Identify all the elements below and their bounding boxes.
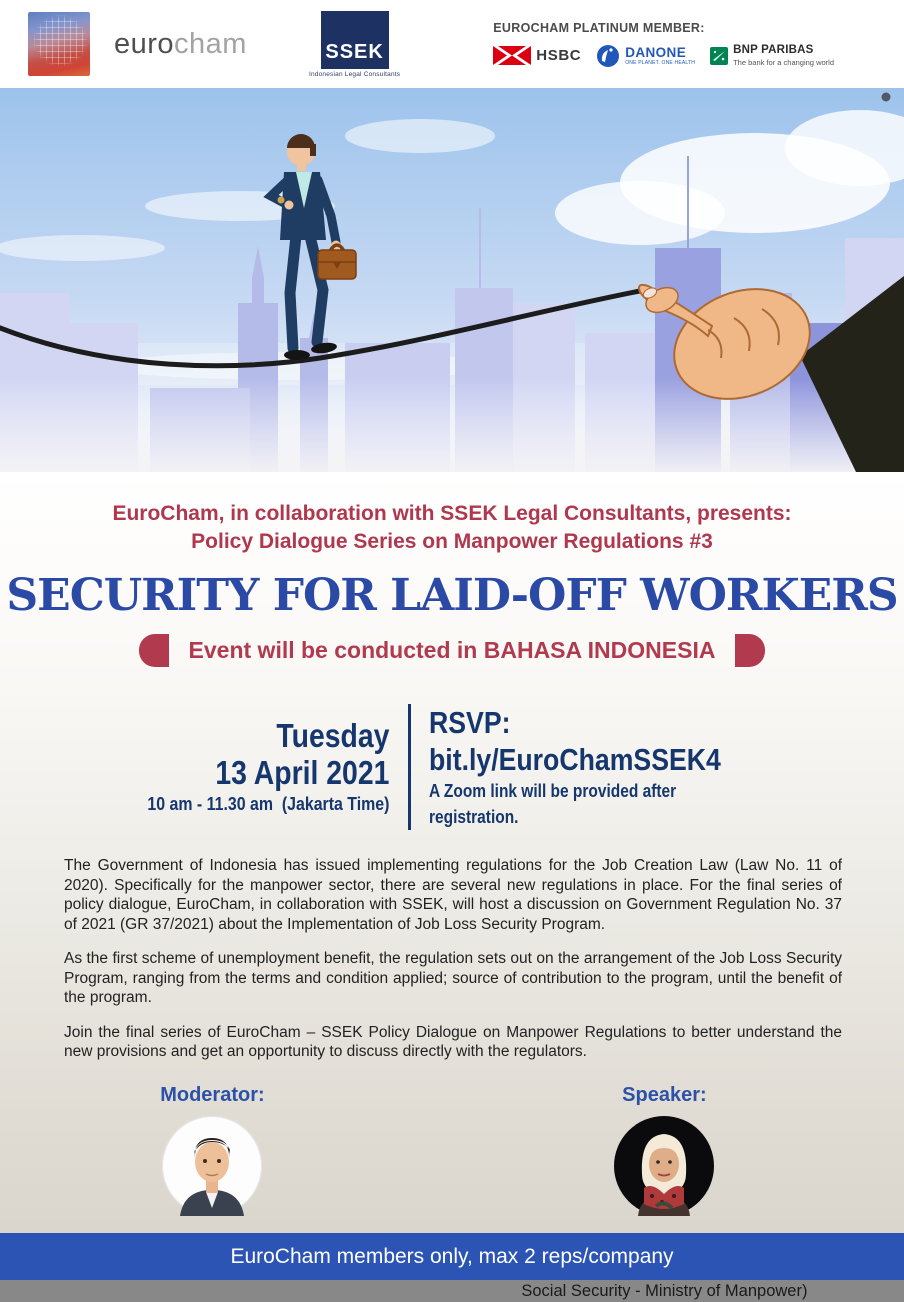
- schedule-rsvp: [411, 704, 797, 830]
- moderator-label: Moderator:: [160, 1083, 265, 1106]
- danone-label: DANONE: [625, 44, 687, 60]
- speaker-photo: [614, 1116, 714, 1216]
- description-paragraph-2: As the first scheme of unemployment benefit, the regulation sets out on the arrangement of the Job Loss Security Program, ranging from the terms and condition applied; source of contribution to the program, until the benefit of the program.: [64, 950, 842, 1006]
- schedule-datetime: [108, 704, 408, 830]
- eurocham-logo-icon: [28, 12, 90, 76]
- speaker-portrait: [614, 1116, 714, 1216]
- language-banner: [0, 634, 904, 667]
- event-day: Tuesday: [276, 717, 390, 754]
- bnp-paribas-logo: [710, 45, 834, 67]
- platinum-members: [493, 21, 834, 68]
- rsvp-note: A Zoom link will be provided after registration.: [428, 781, 676, 827]
- schedule-block: [0, 704, 904, 830]
- event-description: [64, 856, 842, 1062]
- footer-text: EuroCham members only, max 2 reps/company: [230, 1244, 674, 1268]
- watermark-dot: [882, 93, 891, 102]
- intro-lines: [0, 500, 904, 556]
- language-banner-text: Event will be conducted in BAHASA INDONESIA: [188, 637, 716, 663]
- rsvp-label: RSVP:: [428, 705, 510, 740]
- ground-fog: [0, 378, 904, 472]
- intro-line-1: EuroCham, in collaboration with SSEK Legal Consultants, presents:: [112, 502, 792, 525]
- danone-logo-icon: [596, 44, 620, 68]
- briefcase: [318, 245, 356, 279]
- hsbc-logo: [493, 46, 581, 65]
- page-title: SECURITY FOR LAID-OFF WORKERS: [6, 570, 898, 621]
- platinum-logos: [493, 44, 834, 68]
- ssek-logo-icon: SSEK: [321, 11, 389, 69]
- footer-bar: [0, 1233, 904, 1280]
- header: [0, 0, 904, 88]
- event-time: 10 am - 11.30 am (Jakarta Time): [147, 793, 390, 814]
- rsvp-link[interactable]: bit.ly/EuroChamSSEK4: [428, 742, 721, 777]
- danone-logo: [596, 44, 695, 68]
- tightrope-illustration: [0, 88, 904, 472]
- danone-tagline: ONE PLANET. ONE HEALTH: [625, 59, 696, 66]
- speaker-label: Speaker:: [622, 1083, 707, 1106]
- eurocham-wordmark-euro: euro: [114, 27, 175, 60]
- moderator-photo: [162, 1116, 262, 1216]
- description-paragraph-1: The Government of Indonesia has issued implementing regulations for the Job Creation Law (Law No. 11 of 2020). Specifically for the manpower sector, there are several new regulations in place. For the final series of policy dialogue, EuroCham, in collaboration with SSEK, will host a discussion on Government Regulation No. 37 of 2021 (GR 37/2021) about the Implementation of Job Loss Security Program.: [64, 857, 842, 933]
- moderator-portrait: [162, 1116, 262, 1216]
- eurocham-wordmark: [114, 28, 247, 61]
- bnp-tagline: The bank for a changing world: [733, 58, 834, 67]
- intro-line-2: Policy Dialogue Series on Manpower Regulations #3: [191, 530, 713, 553]
- ssek-logo: [309, 11, 400, 78]
- hsbc-label: HSBC: [536, 47, 582, 64]
- eurocham-wordmark-cham: cham: [174, 27, 247, 60]
- hsbc-logo-icon: [493, 46, 531, 65]
- platinum-members-label: EUROCHAM PLATINUM MEMBER:: [493, 20, 705, 35]
- banner-right-pill-icon: [735, 634, 765, 667]
- description-paragraph-3: Join the final series of EuroCham – SSEK Policy Dialogue on Manpower Regulations to better understand the new provisions and get an opportunity to discuss directly with the regulators.: [64, 1023, 842, 1060]
- bnp-label: BNP PARIBAS: [733, 43, 814, 56]
- event-date: 13 April 2021: [215, 754, 390, 791]
- hero-illustration: [0, 88, 904, 472]
- speaker-title: Social Security - Ministry of Manpower): [521, 1281, 808, 1300]
- banner-left-pill-icon: [139, 634, 169, 667]
- ssek-caption: Indonesian Legal Consultants: [308, 70, 401, 78]
- bnp-paribas-logo-icon: [710, 47, 728, 65]
